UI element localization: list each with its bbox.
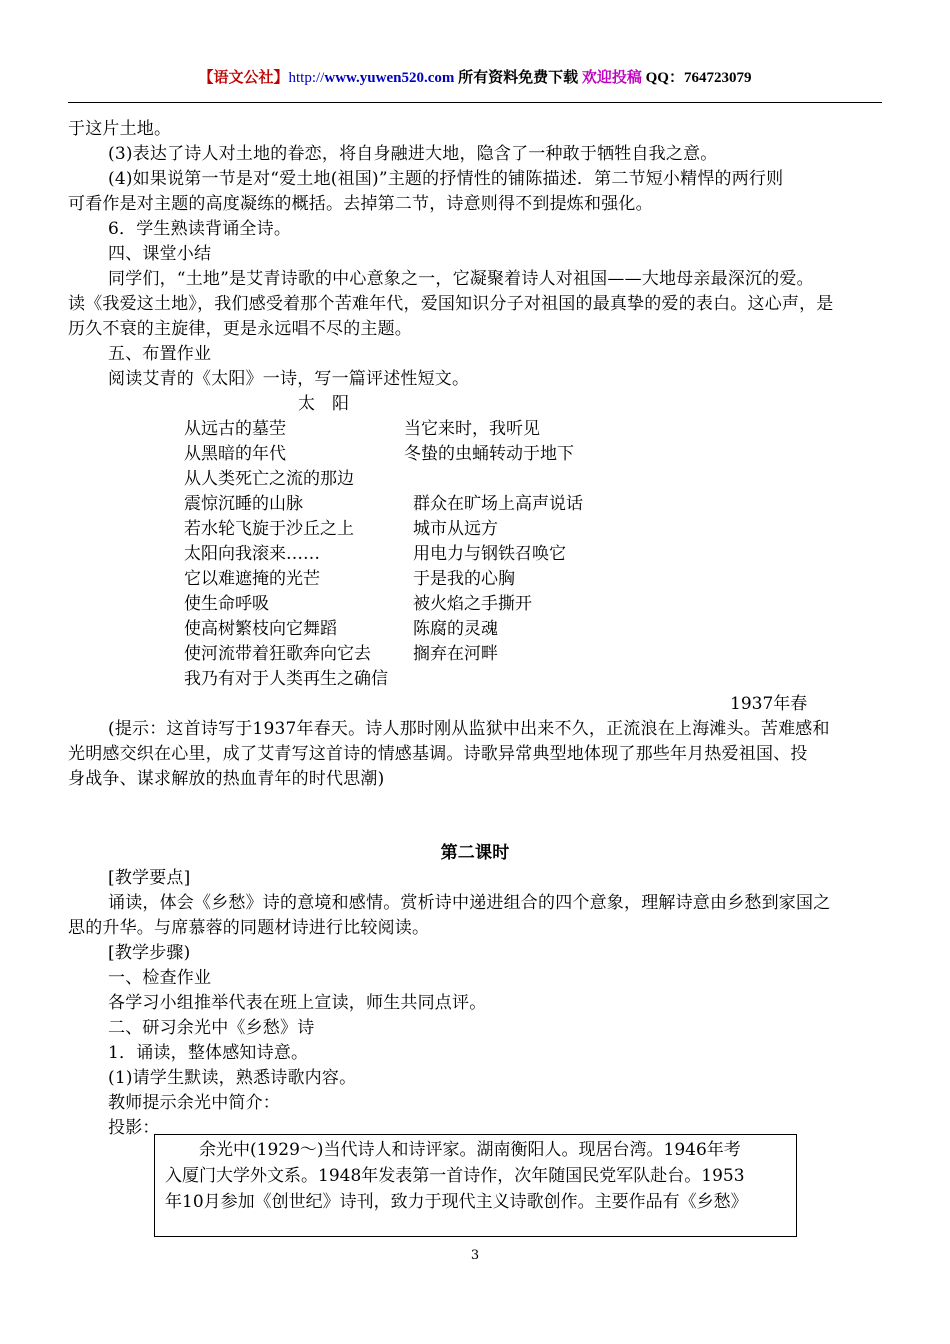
body-line: (4)如果说第一节是对“爱土地(祖国)”主题的抒情性的铺陈描述．第二节短小精悍的两行则 xyxy=(108,169,784,189)
poem-line-right: 被火焰之手撕开 xyxy=(413,594,532,614)
box-line: 余光中(1929～)当代诗人和诗评家。湖南衡阳人。现居台湾。1946年考 xyxy=(165,1140,741,1160)
hint-line: (提示：这首诗写于1937年春天。诗人那时刚从监狱中出来不久，正流浪在上海滩头。苦难感和 xyxy=(108,719,830,739)
lesson-title: 第二课时 xyxy=(440,843,510,863)
poem-line-right: 冬蛰的虫蛹转动于地下 xyxy=(404,444,574,464)
header-url-link[interactable]: www.yuwen520.com xyxy=(324,70,455,86)
poem-line-left: 使生命呼吸 xyxy=(184,594,269,614)
poem-line-left: 使河流带着狂歌奔向它去 xyxy=(184,644,371,664)
header-free-text: 所有资料免费下载 xyxy=(454,70,582,86)
body-line: [教学要点] xyxy=(108,868,191,888)
poem-line-left: 从黑暗的年代 xyxy=(184,444,286,464)
poem-line-left: 从人类死亡之流的那边 xyxy=(184,469,354,489)
poem-line-left: 震惊沉睡的山脉 xyxy=(184,494,303,514)
body-line: (1)请学生默读，熟悉诗歌内容。 xyxy=(108,1068,357,1088)
box-line: 年10月参加《创世纪》诗刊，致力于现代主义诗歌创作。主要作品有《乡愁》 xyxy=(165,1192,748,1212)
poem-line-left: 它以难遮掩的光芒 xyxy=(184,569,320,589)
body-line: 历久不衰的主旋律，更是永远唱不尽的主题。 xyxy=(68,319,412,339)
poem-line-right: 于是我的心胸 xyxy=(413,569,515,589)
body-line: 诵读，体会《乡愁》诗的意境和感情。赏析诗中递进组合的四个意象，理解诗意由乡愁到家国之 xyxy=(108,893,831,913)
section-heading: 二、研习余光中《乡愁》诗 xyxy=(108,1018,315,1038)
projection-box xyxy=(154,1134,797,1237)
poem-line-right: 当它来时，我听见 xyxy=(404,419,540,439)
poem-line-right: 群众在旷场上高声说话 xyxy=(413,494,583,514)
poem-line-left: 使高树繁枝向它舞蹈 xyxy=(184,619,337,639)
header-brand: 【语文公社】 xyxy=(198,70,289,86)
body-line: 1．诵读，整体感知诗意。 xyxy=(108,1043,309,1063)
body-line: 于这片土地。 xyxy=(68,119,172,139)
header-url-prefix: http:// xyxy=(288,70,325,86)
poem-line-left: 若水轮飞旋于沙丘之上 xyxy=(184,519,354,539)
poem-line-right: 搁弃在河畔 xyxy=(413,644,498,664)
hint-line: 身战争、谋求解放的热血青年的时代思潮) xyxy=(68,769,385,789)
poem-line-right: 用电力与钢铁召唤它 xyxy=(413,544,566,564)
body-line: 思的升华。与席慕蓉的同题材诗进行比较阅读。 xyxy=(68,918,430,938)
poem-line-left: 太阳向我滚来…… xyxy=(184,544,320,564)
poem-line-left: 我乃有对于人类再生之确信 xyxy=(184,669,388,689)
section-heading: 四、课堂小结 xyxy=(108,244,212,264)
body-line: 6．学生熟读背诵全诗。 xyxy=(108,219,292,239)
body-line: 可看作是对主题的高度凝练的概括。去掉第二节，诗意则得不到提炼和强化。 xyxy=(68,194,653,214)
poem-line-right: 陈腐的灵魂 xyxy=(413,619,498,639)
poem-line-left: 从远古的墓茔 xyxy=(184,419,286,439)
body-line: (3)表达了诗人对土地的眷恋，将自身融进大地，隐含了一种敢于牺牲自我之意。 xyxy=(108,144,718,164)
body-line: [教学步骤) xyxy=(108,943,191,963)
page-number: 3 xyxy=(470,1248,480,1263)
header-welcome: 欢迎投稿 xyxy=(581,70,642,86)
page-header xyxy=(0,66,950,87)
body-line: 同学们，“土地”是艾青诗歌的中心意象之一，它凝聚着诗人对祖国——大地母亲最深沉的爱。 xyxy=(108,269,814,289)
body-line: 阅读艾青的《太阳》一诗，写一篇评述性短文。 xyxy=(108,369,470,389)
poem-date: 1937年春 xyxy=(730,694,808,714)
header-divider xyxy=(68,102,882,103)
body-line: 教师提示余光中简介： xyxy=(108,1093,280,1113)
hint-line: 光明感交织在心里，成了艾青写这首诗的情感基调。诗歌异常典型地体现了那些年月热爱祖国、投 xyxy=(68,744,808,764)
poem-line-right: 城市从远方 xyxy=(413,519,498,539)
body-line: 读《我爱这土地》，我们感受着那个苦难年代，爱国知识分子对祖国的最真挚的爱的表白。这心声，是 xyxy=(68,294,834,314)
body-line: 投影： xyxy=(108,1118,160,1138)
poem-title: 太 阳 xyxy=(298,394,349,414)
box-line: 入厦门大学外文系。1948年发表第一首诗作，次年随国民党军队赴台。1953 xyxy=(165,1166,745,1186)
section-heading: 五、布置作业 xyxy=(108,344,212,364)
body-line: 各学习小组推举代表在班上宣读，师生共同点评。 xyxy=(108,993,487,1013)
section-heading: 一、检查作业 xyxy=(108,968,212,988)
header-qq: QQ：764723079 xyxy=(641,70,752,86)
